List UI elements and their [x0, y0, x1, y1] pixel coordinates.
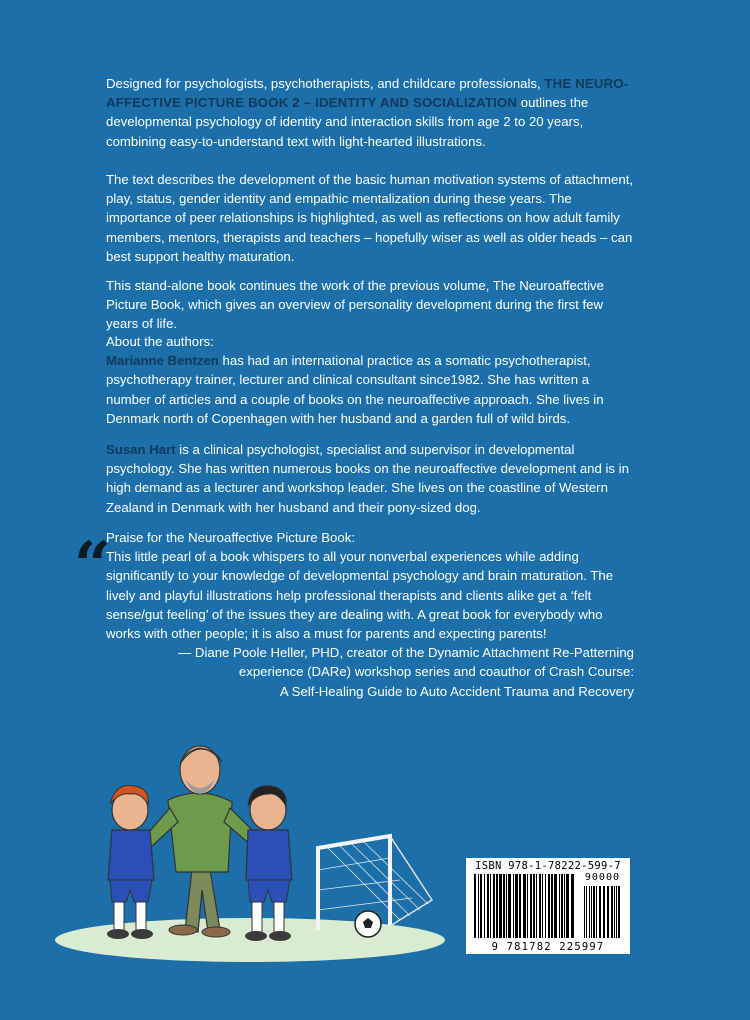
author1-bio: has had an international practice as a somatic psychotherapist, psychotherapy trainer, lecturer and clinical consultant since1982. She has written a number of articles and a couple of books on the neuroaffective approach. She lives in Denmark north of Copenhagen with her husband and a garden full of wild birds.: [106, 353, 604, 426]
adult-figure: [142, 746, 260, 937]
boy-right-figure: [245, 786, 292, 941]
praise-section: [106, 528, 634, 701]
quote-mark-icon: “: [74, 528, 111, 603]
description-paragraph: [106, 170, 634, 266]
intro-text-end: outlines the developmental psychology of identity and interaction skills from age 2 to 20 years, combining easy-to-understand text with light-hearted illustrations.: [106, 95, 589, 149]
barcode-bars: [466, 858, 630, 954]
price-code: 90000: [584, 872, 620, 883]
description-text: The text describes the development of the basic human motivation systems of attachment, play, status, gender identity and empathic mentalization during these years. The importance of peer relationships is highlighted, as well as reflections on how adult family members, mentors, therapists and teachers – hopefully wiser as well as older heads – can best support healthy maturation.: [106, 172, 634, 264]
author2-paragraph: [106, 440, 634, 517]
previous-volume-paragraph: [106, 276, 634, 334]
barcode-number: 9 781782 225997: [491, 941, 605, 953]
author2-bio: is a clinical psychologist, specialist and supervisor in developmental psychology. She has written numerous books on the neuroaffective development and is in high demand as a lecturer and workshop leader. She lives on the coastline of Western Zealand in Denmark with her husband and their pony-sized dog.: [106, 442, 629, 515]
author1-name: Marianne Bentzen: [106, 353, 219, 369]
about-authors-heading: About the authors:: [106, 334, 214, 349]
praise-attribution-3: A Self-Healing Guide to Auto Accident Trauma and Recovery: [279, 683, 634, 699]
intro-paragraph: [106, 74, 634, 151]
isbn-label: ISBN 978-1-78222-599-7: [475, 860, 621, 872]
praise-heading: Praise for the Neuroaffective Picture Book:: [106, 530, 355, 545]
about-authors-section: [106, 332, 634, 428]
praise-attribution-1: — Diane Poole Heller, PHD, creator of the Dynamic Attachment Re-Patterning: [178, 645, 634, 661]
praise-attribution-2: experience (DARe) workshop series and coauthor of Crash Course:: [238, 664, 634, 680]
illustration-soccer-scene: [50, 730, 460, 970]
author2-name: Susan Hart: [106, 442, 176, 457]
book-title-highlight: THE NEURO-AFFECTIVE PICTURE BOOK 2 – IDENTITY AND SOCIALIZATION: [106, 76, 629, 111]
praise-quote: This little pearl of a book whispers to all your nonverbal experiences while adding significantly to your knowledge of developmental psychology and brain maturation. The lively and playful illustrations help professional therapists and clients alike get a ‘felt sense/gut feeling’ of the issues they are dealing with. A great book for everybody who works with other people; it is also a must for parents and expecting parents!: [106, 549, 614, 642]
boy-left-figure: [107, 785, 154, 939]
isbn-barcode: [466, 858, 630, 954]
intro-text-start: Designed for psychologists, psychotherapists, and childcare professionals,: [106, 76, 545, 91]
soccer-ball: [355, 911, 381, 937]
previous-volume-text: This stand-alone book continues the work of the previous volume, The Neuroaffective Picture Book, which gives an overview of personality development during the first few years of life.: [106, 278, 604, 332]
